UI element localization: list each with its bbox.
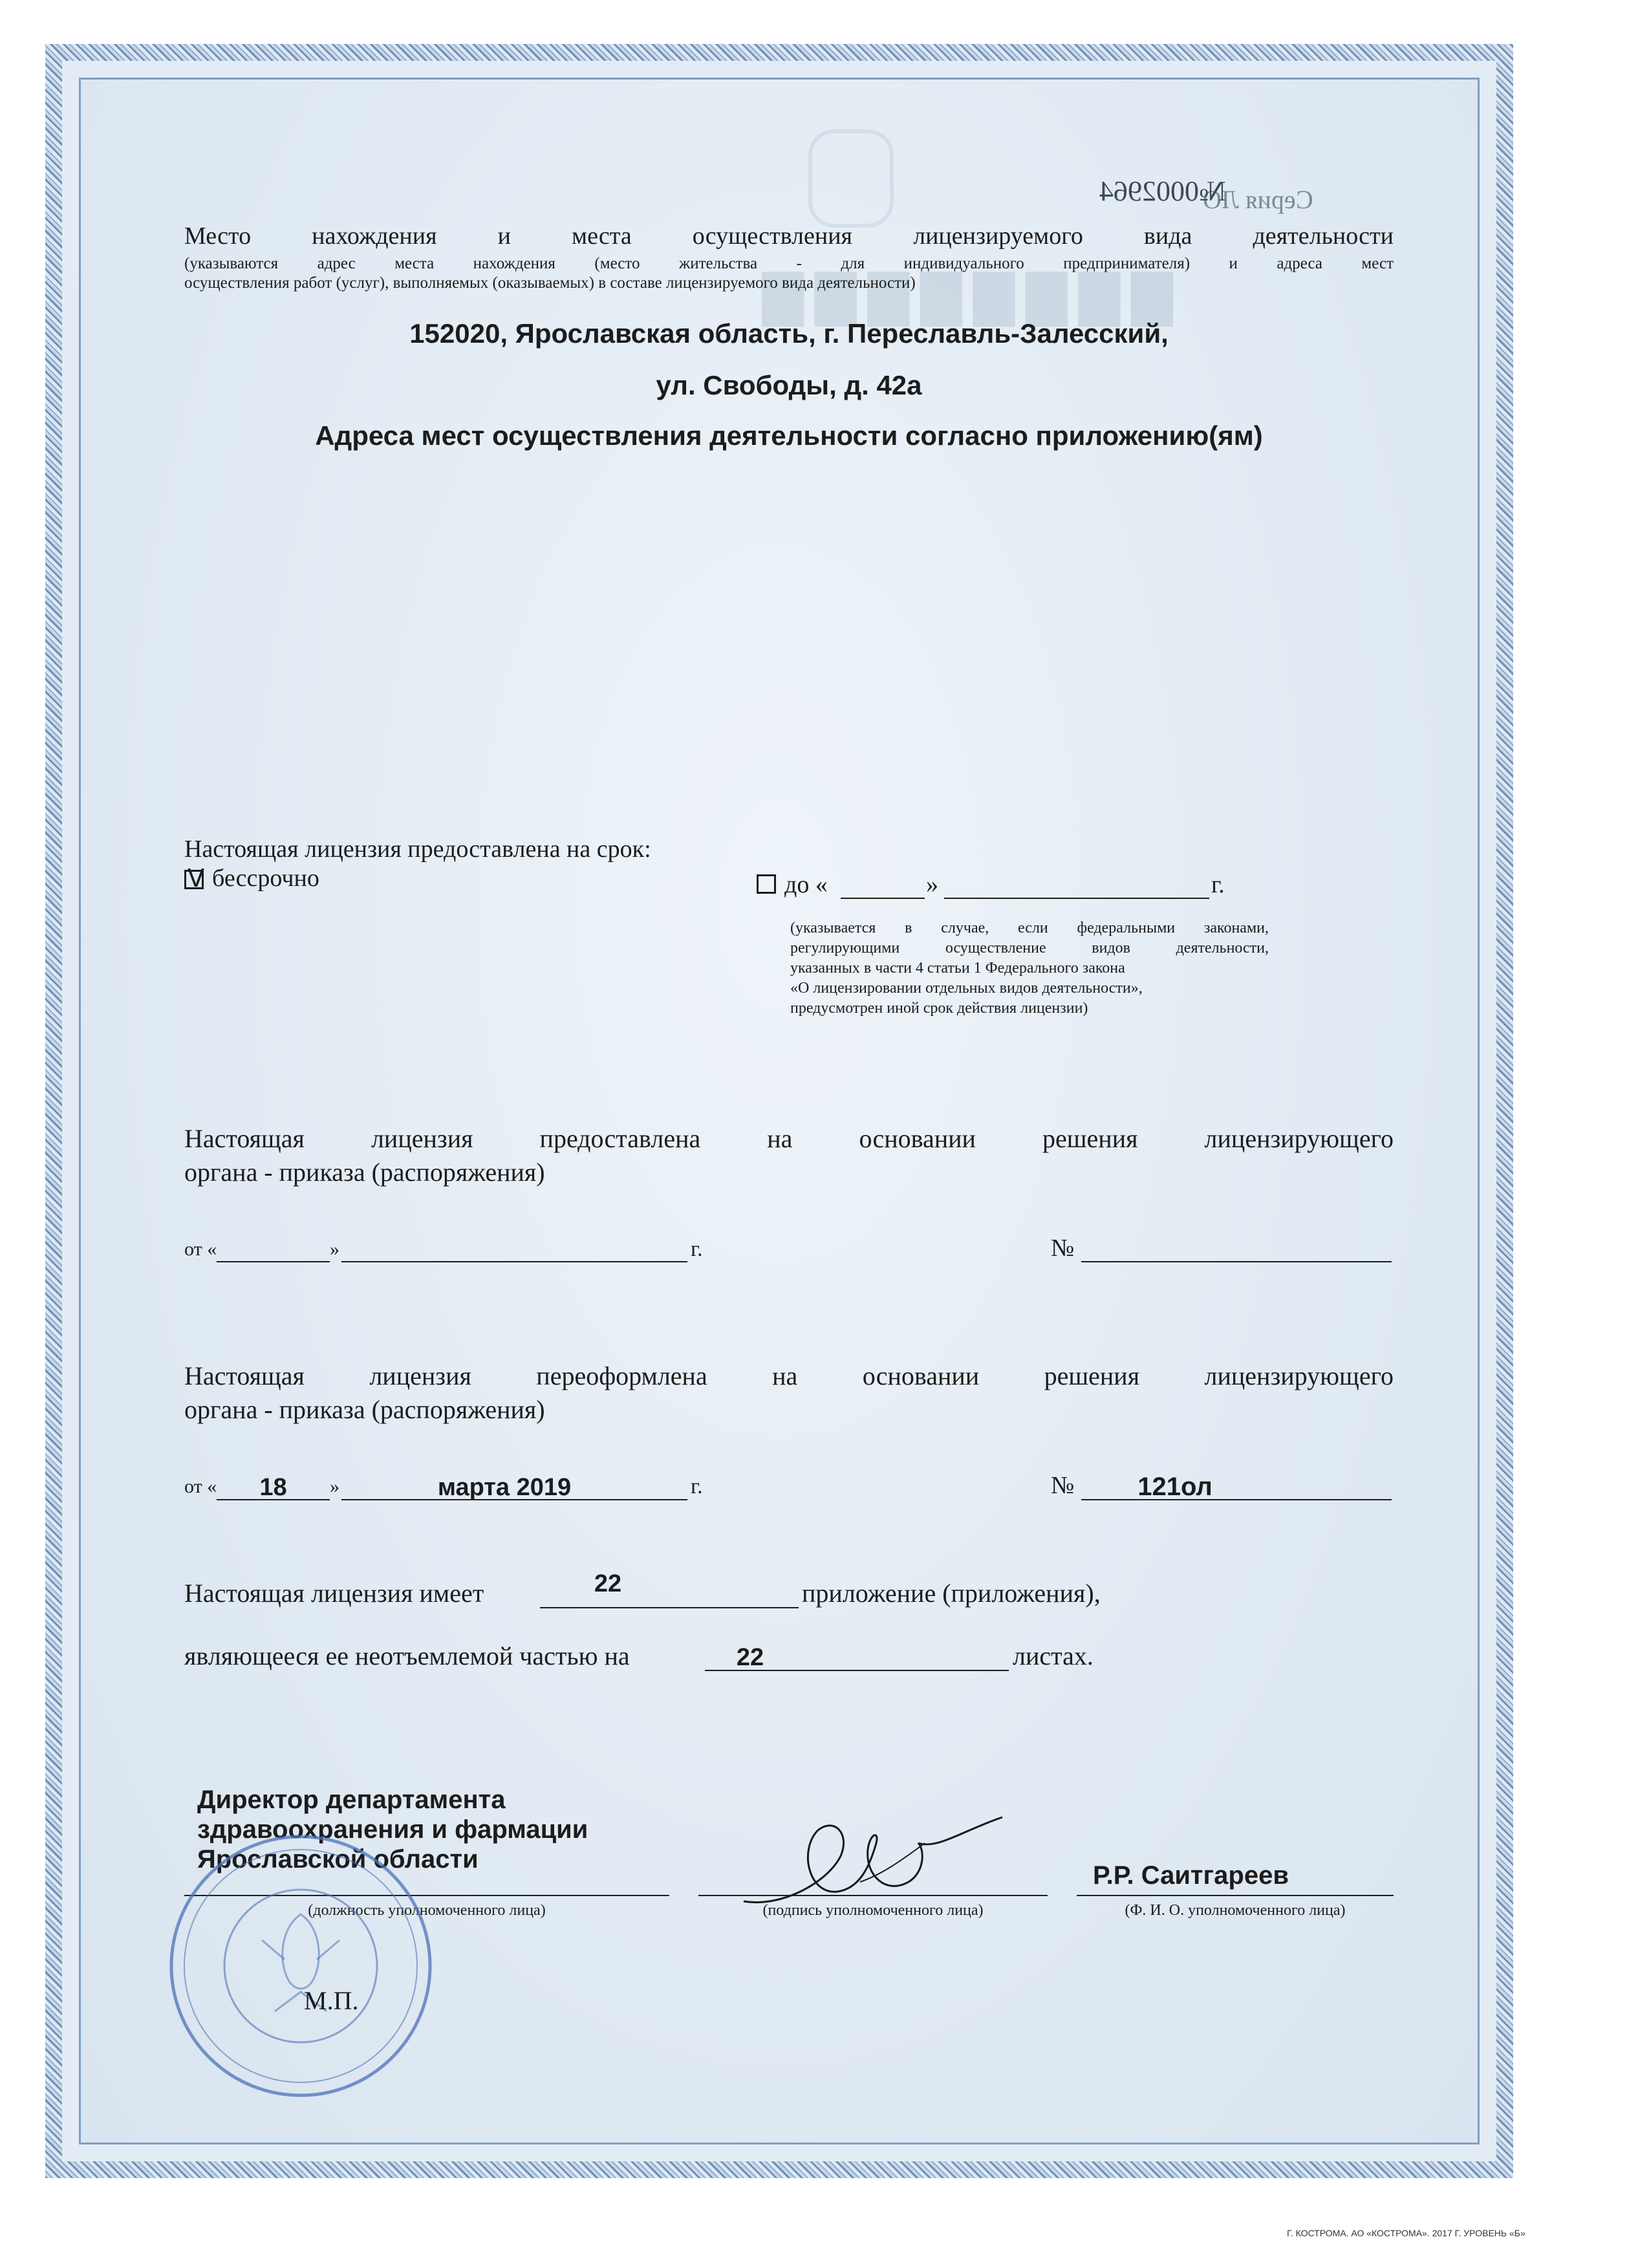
reissued-line-2: органа - приказа (распоряжения) (184, 1395, 545, 1424)
term-note (790, 918, 1269, 1019)
granted-from-mid: » (330, 1238, 339, 1260)
stamp-place: М.П. (304, 1986, 359, 2015)
address-line-1: 152020, Ярославская область, г. Переславль-Залесский, (409, 318, 1169, 349)
appendix-count: 22 (594, 1570, 622, 1597)
emblem-watermark (808, 129, 894, 228)
reissued-from-mid: » (330, 1476, 339, 1497)
reissued-month-year: марта 2019 (437, 1474, 572, 1501)
granted-number-line (1081, 1261, 1392, 1262)
caption-name: (Ф. И. О. уполномоченного лица) (1125, 1902, 1346, 1919)
sheets-prefix: являющееся ее неотъемлемой частью на (184, 1641, 630, 1670)
granted-number-label: № (1051, 1235, 1075, 1262)
until-day-line (841, 898, 925, 899)
location-note-2: осуществления работ (услуг), выполняемых (оказываемых) в составе лицензируемого вида деятельности) (184, 274, 916, 292)
granted-month-line (341, 1261, 687, 1262)
appendix-prefix: Настоящая лицензия имеет (184, 1579, 484, 1608)
appendix-suffix: приложение (приложения), (802, 1579, 1101, 1608)
term-note-line: предусмотрен иной срок действия лицензии) (790, 1000, 1088, 1017)
printer-imprint: Г. КОСТРОМА. АО «КОСТРОМА». 2017 Г. УРОВЕНЬ «Б» (1287, 2228, 1525, 2238)
caption-signature: (подпись уполномоченного лица) (762, 1902, 984, 1919)
check-mark: V (188, 864, 204, 892)
position-line: здравоохранения и фармации (197, 1815, 588, 1844)
indefinite-checkbox (184, 864, 204, 892)
term-note-line: указанных в части 4 статьи 1 Федерального закона (790, 960, 1125, 977)
reissued-line-1: Настоящая лицензия переоформлена на основании решения лицензирующего (184, 1361, 1394, 1390)
official-seal (165, 1830, 436, 2102)
term-note-line: регулирующими осуществление видов деятельности, (790, 940, 1269, 956)
until-checkbox (757, 874, 776, 894)
caption-position: (должность уполномоченного лица) (308, 1902, 546, 1919)
term-until-label: до « (784, 871, 828, 898)
granted-line-2: органа - приказа (распоряжения) (184, 1158, 545, 1187)
background-pattern: ▇▇▇▇▇▇▇▇ (763, 266, 1185, 324)
reissued-year: г. (691, 1474, 703, 1498)
term-until-mid: » (926, 871, 938, 898)
location-note-1: (указываются адрес места нахождения (место жительства - для индивидуального предпринимателя) и адреса мест (184, 255, 1394, 272)
sheets-count: 22 (736, 1644, 764, 1671)
address-line-2: ул. Свободы, д. 42а (656, 370, 922, 400)
reissued-day: 18 (259, 1474, 287, 1501)
name-line-rule (1077, 1895, 1394, 1896)
until-month-line (944, 898, 1209, 899)
reissued-number: 121ол (1137, 1473, 1212, 1501)
serial-number: №0002964 (1099, 175, 1226, 207)
term-note-line: (указывается в случае, если федеральными законами, (790, 920, 1269, 936)
address-line-3: Адреса мест осуществления деятельности согласно приложению(ям) (315, 420, 1263, 451)
signer-name: Р.Р. Саитгареев (1093, 1861, 1289, 1890)
handwritten-signature (731, 1804, 1015, 1927)
appendix-count-line (540, 1607, 799, 1608)
granted-line-1: Настоящая лицензия предоставлена на основании решения лицензирующего (184, 1124, 1394, 1153)
position-line: Директор департамента (197, 1786, 506, 1814)
granted-day-line (217, 1261, 330, 1262)
term-note-line: «О лицензировании отдельных видов деятельности», (790, 980, 1143, 997)
reissued-from-label: от « (184, 1476, 217, 1497)
location-heading: Место нахождения и места осуществления лицензируемого вида деятельности (184, 222, 1394, 250)
term-indefinite: бессрочно (212, 865, 319, 892)
reissued-number-label: № (1051, 1472, 1075, 1499)
granted-year: г. (691, 1237, 703, 1261)
serial-label: Серия ЛО (1203, 185, 1313, 214)
position-line: Ярославской области (197, 1845, 479, 1874)
sheets-suffix: листах. (1013, 1641, 1094, 1670)
term-heading: Настоящая лицензия предоставлена на срок: (184, 836, 651, 863)
granted-from-label: от « (184, 1238, 217, 1260)
term-until-year: г. (1211, 871, 1225, 898)
